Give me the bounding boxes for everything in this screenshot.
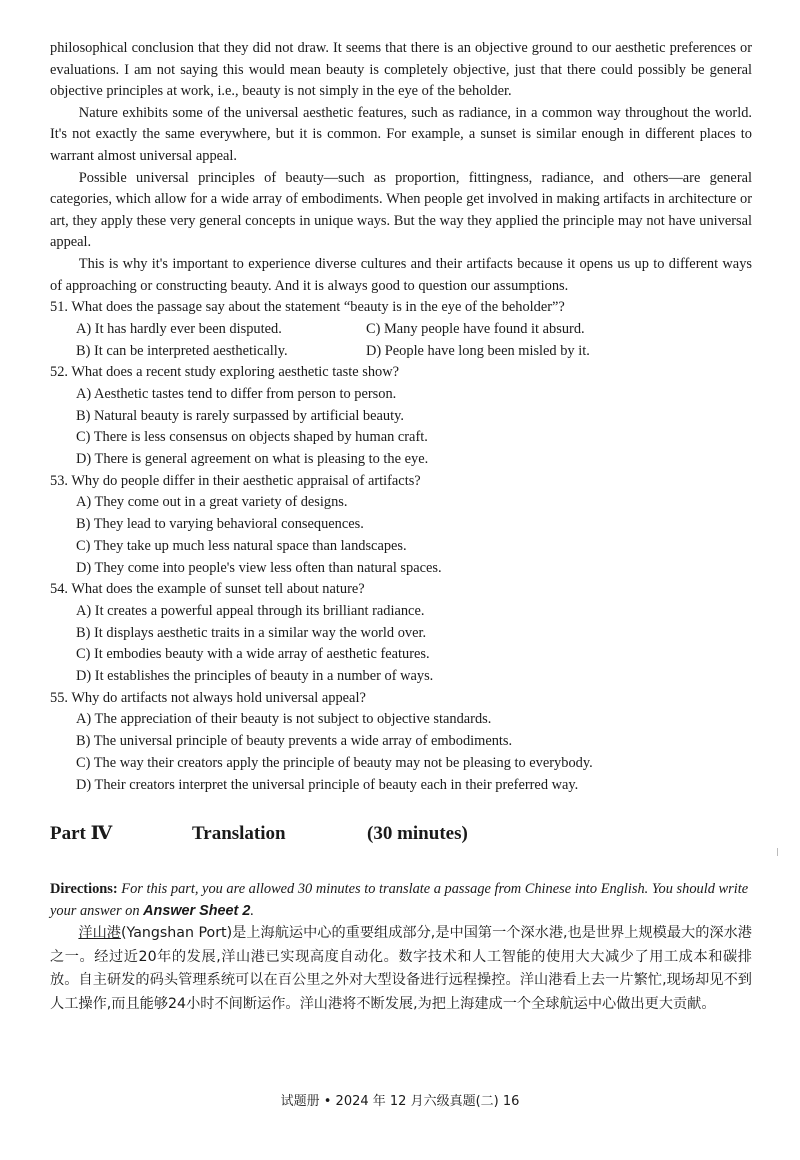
option-d[interactable]: D) People have long been misled by it. <box>366 342 590 359</box>
question-stem: 53. Why do people differ in their aesthetic appraisal of artifacts? <box>50 472 421 489</box>
question-stem: 52. What does a recent study exploring aesthetic taste show? <box>50 364 400 381</box>
option-c[interactable]: C) There is less consensus on objects shaped by human craft. <box>76 429 428 446</box>
option-b[interactable]: B) The universal principle of beauty prevents a wide array of embodiments. <box>76 733 513 750</box>
passage-paragraph: Nature exhibits some of the universal aesthetic features, such as radiance, in a common way throughout the world. It's not exactly the same everywhere, but it is common. For example, a sunset is similar enough in different places to warrant almost universal appeal. <box>50 104 752 164</box>
translation-text: (Yangshan Port)是上海航运中心的重要组成部分,是中国第一个深水港,也是世界上规模最大的深水港之一。经过近20年的发展,洋山港已实现高度自动化。数字技术和人工智能的使用大大减少了用工成本和碳排放。自主研发的码头管理系统可以在百公里之外对大型设备进行远程操控。洋山港看上去一片繁忙,现场却见不到人工操作,而且能够24小时不间断运作。洋山港将不断发展,为把上海建成一个全球航运中心做出更大贡献。 <box>50 925 752 1012</box>
question-stem: 55. Why do artifacts not always hold universal appeal? <box>50 689 366 706</box>
page-footer: 试题册 • 2024 年 12 月六级真题(二) 16 <box>280 1094 520 1109</box>
translation-passage <box>50 922 752 1016</box>
directions-text: For this part, you are allowed 30 minutes to translate a passage from Chinese into English. You should write your answer on <box>50 881 749 920</box>
directions-end: . <box>250 903 254 920</box>
passage-paragraph: philosophical conclusion that they did not draw. It seems that there is an objective ground to our aesthetic preferences or evaluations. I am not saying this would mean beauty is completely objective, just that there could possibly be general objective principles at work, i.e., beauty is not simply in the eye of the beholder. <box>50 40 752 100</box>
option-b[interactable]: B) They lead to varying behavioral consequences. <box>76 516 364 533</box>
question-54 <box>50 579 752 688</box>
translation-term: 洋山港 <box>78 925 121 942</box>
option-d[interactable]: D) They come into people's view less often than natural spaces. <box>76 559 442 576</box>
option-a[interactable]: A) The appreciation of their beauty is not subject to objective standards. <box>76 711 492 728</box>
question-stem: 51. What does the passage say about the statement “beauty is in the eye of the beholder”? <box>50 299 565 316</box>
question-52 <box>50 362 752 471</box>
option-d[interactable]: D) Their creators interpret the universal principle of beauty each in their preferred way. <box>76 776 579 793</box>
reading-passage <box>50 38 752 297</box>
directions <box>50 878 752 922</box>
option-c[interactable]: C) The way their creators apply the principle of beauty may not be pleasing to everybody. <box>76 754 593 771</box>
part-time: (30 minutes) <box>367 823 468 845</box>
question-list <box>50 297 752 796</box>
question-51 <box>50 297 752 362</box>
option-d[interactable]: D) There is general agreement on what is pleasing to the eye. <box>76 451 429 468</box>
option-c[interactable]: C) It embodies beauty with a wide array of aesthetic features. <box>76 646 430 663</box>
directions-label: Directions: <box>50 881 118 898</box>
question-stem: 54. What does the example of sunset tell about nature? <box>50 581 365 598</box>
option-b[interactable]: B) It can be interpreted aesthetically. <box>76 342 288 359</box>
answer-sheet-ref: Answer Sheet 2 <box>143 903 251 920</box>
option-a[interactable]: A) Aesthetic tastes tend to differ from person to person. <box>76 385 397 402</box>
option-b[interactable]: B) Natural beauty is rarely surpassed by artificial beauty. <box>76 407 404 424</box>
question-53 <box>50 471 752 580</box>
scan-edge-mark <box>777 848 778 856</box>
option-c[interactable]: C) They take up much less natural space than landscapes. <box>76 537 407 554</box>
option-d[interactable]: D) It establishes the principles of beauty in a number of ways. <box>76 668 434 685</box>
part-number: Part Ⅳ <box>50 823 113 845</box>
option-c[interactable]: C) Many people have found it absurd. <box>366 320 585 337</box>
question-55 <box>50 688 752 797</box>
option-a[interactable]: A) It has hardly ever been disputed. <box>76 320 282 337</box>
passage-paragraph: Possible universal principles of beauty—such as proportion, fittingness, radiance, and others—are general categories, which allow for a wide array of embodiments. When people get involved in making artifacts in architecture or art, they apply these very general concepts in unique ways. But the way they applied the principle may not have universal appeal. <box>50 169 752 251</box>
part-title: Translation <box>192 823 286 845</box>
part-heading <box>50 822 752 862</box>
option-b[interactable]: B) It displays aesthetic traits in a similar way the world over. <box>76 624 427 641</box>
option-a[interactable]: A) It creates a powerful appeal through its brilliant radiance. <box>76 602 425 619</box>
passage-paragraph: This is why it's important to experience diverse cultures and their artifacts because it opens us up to different ways of approaching or constructing beauty. And it is always good to question our assumptions. <box>50 255 752 294</box>
option-a[interactable]: A) They come out in a great variety of designs. <box>76 494 348 511</box>
